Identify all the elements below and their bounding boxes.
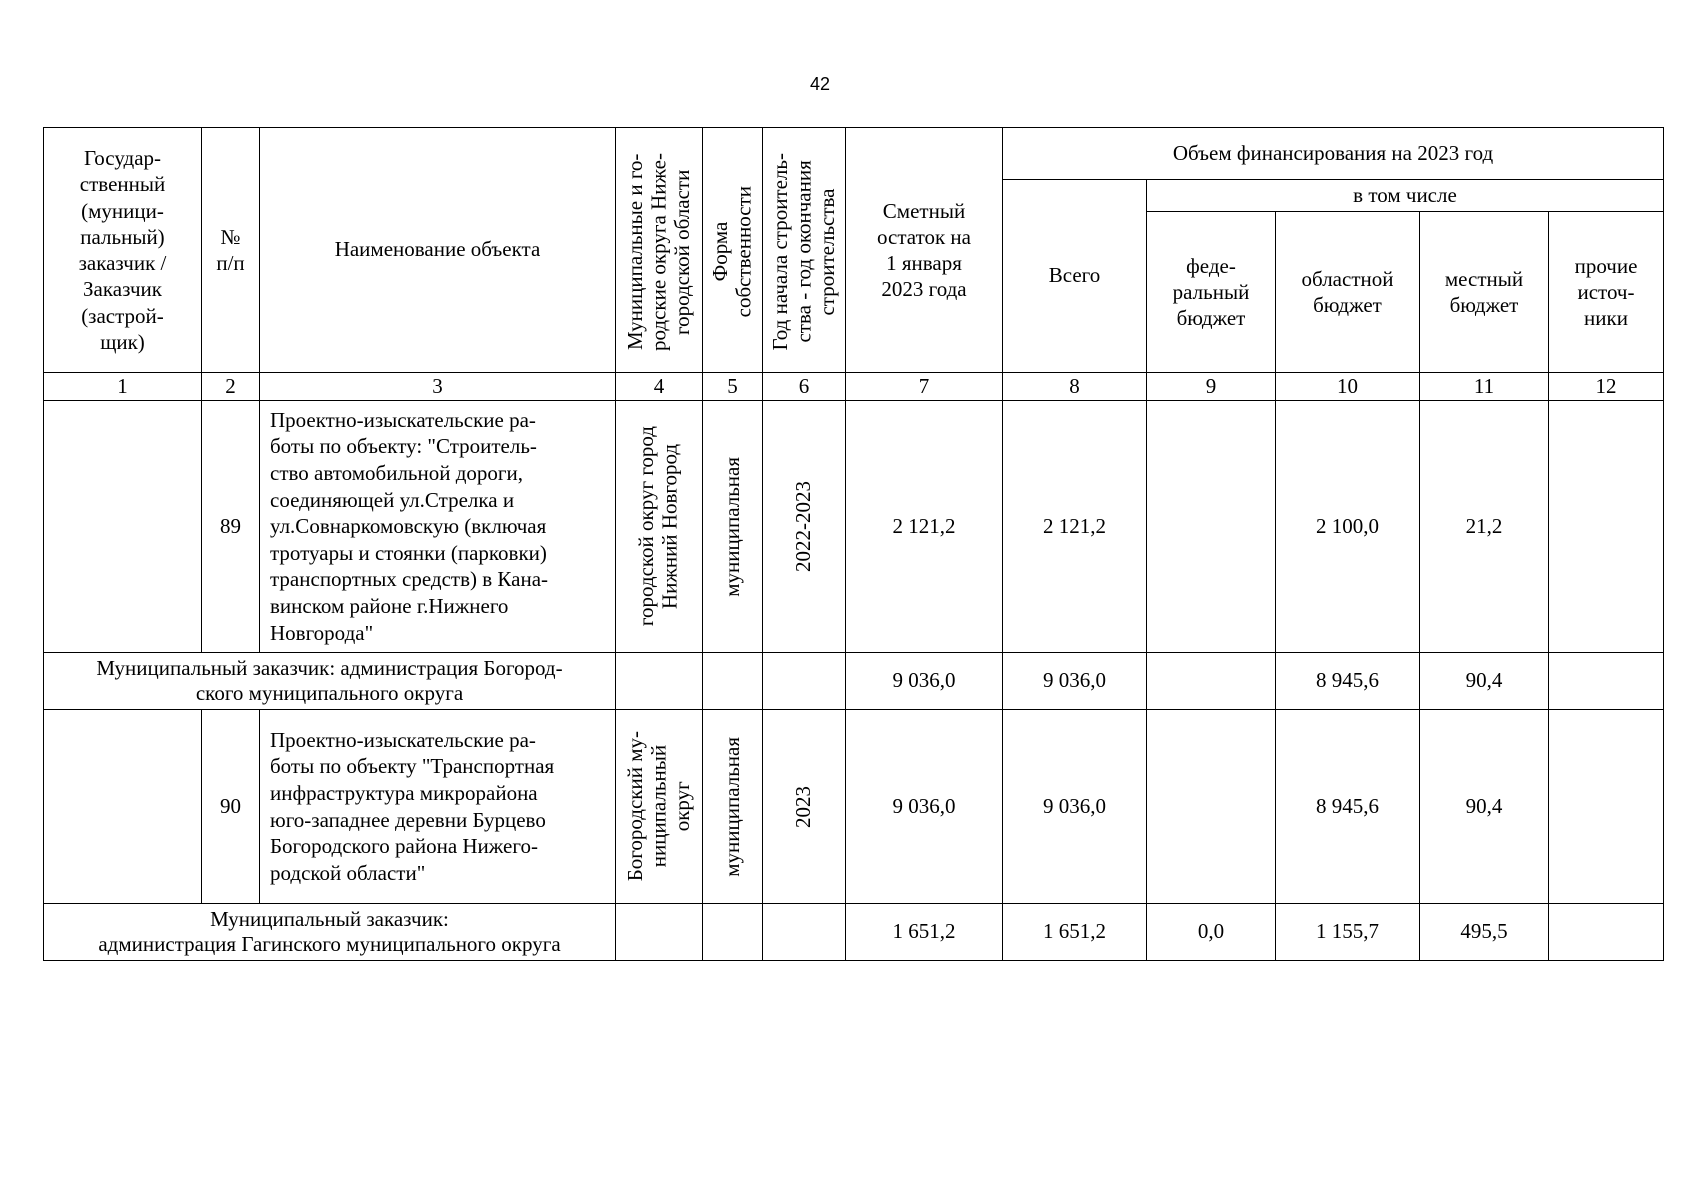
column-number-row [44, 373, 1664, 401]
header-federal: феде- ральный бюджет [1147, 212, 1276, 373]
empty-cell [703, 904, 763, 961]
ownership-text: муниципальная [719, 736, 744, 877]
years-cell [763, 401, 846, 653]
total-value: 1 651,2 [1003, 904, 1147, 961]
object-name: Проектно-изыскательские ра- боты по объекту "Транспортная инфраструктура микрорайона юго-западнее деревни Бурцево Богородского района Нижего- родской области" [260, 710, 616, 904]
total-value: 9 036,0 [1003, 653, 1147, 710]
column-number: 6 [763, 373, 846, 401]
regional-value: 8 945,6 [1276, 653, 1420, 710]
customer-cell [44, 710, 202, 904]
header-estimate: Сметный остаток на 1 января 2023 года [846, 128, 1003, 373]
column-number: 1 [44, 373, 202, 401]
header-funding-title: Объем финансирования на 2023 год [1003, 128, 1664, 180]
regional-value: 1 155,7 [1276, 904, 1420, 961]
empty-cell [703, 653, 763, 710]
column-number: 11 [1420, 373, 1549, 401]
years-cell [763, 710, 846, 904]
municipality-text: городской округ город Нижний Новгород [634, 426, 682, 627]
header-ownership-text: Форма собственности [707, 186, 756, 318]
column-number: 3 [260, 373, 616, 401]
empty-cell [763, 904, 846, 961]
customer-summary-row [44, 904, 1664, 961]
header-object-name: Наименование объекта [260, 128, 616, 373]
empty-cell [616, 904, 703, 961]
estimate-value: 9 036,0 [846, 653, 1003, 710]
ownership-text: муниципальная [719, 456, 744, 597]
local-value: 90,4 [1420, 653, 1549, 710]
header-local: местный бюджет [1420, 212, 1549, 373]
header-number: № п/п [202, 128, 260, 373]
column-number: 12 [1549, 373, 1664, 401]
column-number: 8 [1003, 373, 1147, 401]
empty-cell [763, 653, 846, 710]
header-customer: Государ- ственный (муници- пальный) заказчик / Заказчик (застрой- щик) [44, 128, 202, 373]
empty-cell [616, 653, 703, 710]
header-years [763, 128, 846, 373]
regional-value: 8 945,6 [1276, 710, 1420, 904]
ownership-cell [703, 401, 763, 653]
header-other: прочие источ- ники [1549, 212, 1664, 373]
row-number: 89 [202, 401, 260, 653]
municipality-text: Богородский му- ниципальный округ [622, 731, 694, 882]
customer-summary: Муниципальный заказчик: администрация Богород- ского муниципального округа [44, 653, 616, 710]
header-years-text: Год начала строитель- ства - год окончания строительства [767, 153, 839, 351]
total-value: 2 121,2 [1003, 401, 1147, 653]
row-number: 90 [202, 710, 260, 904]
other-value [1549, 710, 1664, 904]
other-value [1549, 904, 1664, 961]
other-value [1549, 653, 1664, 710]
header-municipality [616, 128, 703, 373]
column-number: 9 [1147, 373, 1276, 401]
years-text: 2022-2023 [791, 481, 816, 572]
years-text: 2023 [791, 785, 816, 828]
header-ownership [703, 128, 763, 373]
local-value: 90,4 [1420, 710, 1549, 904]
column-number: 5 [703, 373, 763, 401]
local-value: 21,2 [1420, 401, 1549, 653]
column-number: 4 [616, 373, 703, 401]
total-value: 9 036,0 [1003, 710, 1147, 904]
page-number: 42 [809, 74, 831, 94]
estimate-value: 9 036,0 [846, 710, 1003, 904]
federal-value [1147, 710, 1276, 904]
object-name: Проектно-изыскательские ра- боты по объекту: "Строитель- ство автомобильной дороги, соединяющей ул.Стрелка и ул.Совнаркомовскую (включая тротуары и стоянки (парковки) транспортных средств) в Кана- винском районе г.Нижнего Новгорода" [260, 401, 616, 653]
municipality-cell [616, 710, 703, 904]
estimate-value: 2 121,2 [846, 401, 1003, 653]
local-value: 495,5 [1420, 904, 1549, 961]
table-row [44, 710, 1664, 904]
federal-value [1147, 401, 1276, 653]
financing-table [43, 127, 1664, 961]
customer-cell [44, 401, 202, 653]
customer-summary: Муниципальный заказчик: администрация Гагинского муниципального округа [44, 904, 616, 961]
estimate-value: 1 651,2 [846, 904, 1003, 961]
other-value [1549, 401, 1664, 653]
header-municipality-text: Муниципальные и го- родские округа Ниже- городской области [622, 153, 694, 351]
municipality-cell [616, 401, 703, 653]
header-total: Всего [1003, 180, 1147, 373]
regional-value: 2 100,0 [1276, 401, 1420, 653]
federal-value: 0,0 [1147, 904, 1276, 961]
header-row [44, 128, 1664, 180]
column-number: 7 [846, 373, 1003, 401]
column-number: 2 [202, 373, 260, 401]
header-including: в том числе [1147, 180, 1664, 212]
federal-value [1147, 653, 1276, 710]
customer-summary-row [44, 653, 1664, 710]
header-regional: областной бюджет [1276, 212, 1420, 373]
column-number: 10 [1276, 373, 1420, 401]
table-row [44, 401, 1664, 653]
ownership-cell [703, 710, 763, 904]
